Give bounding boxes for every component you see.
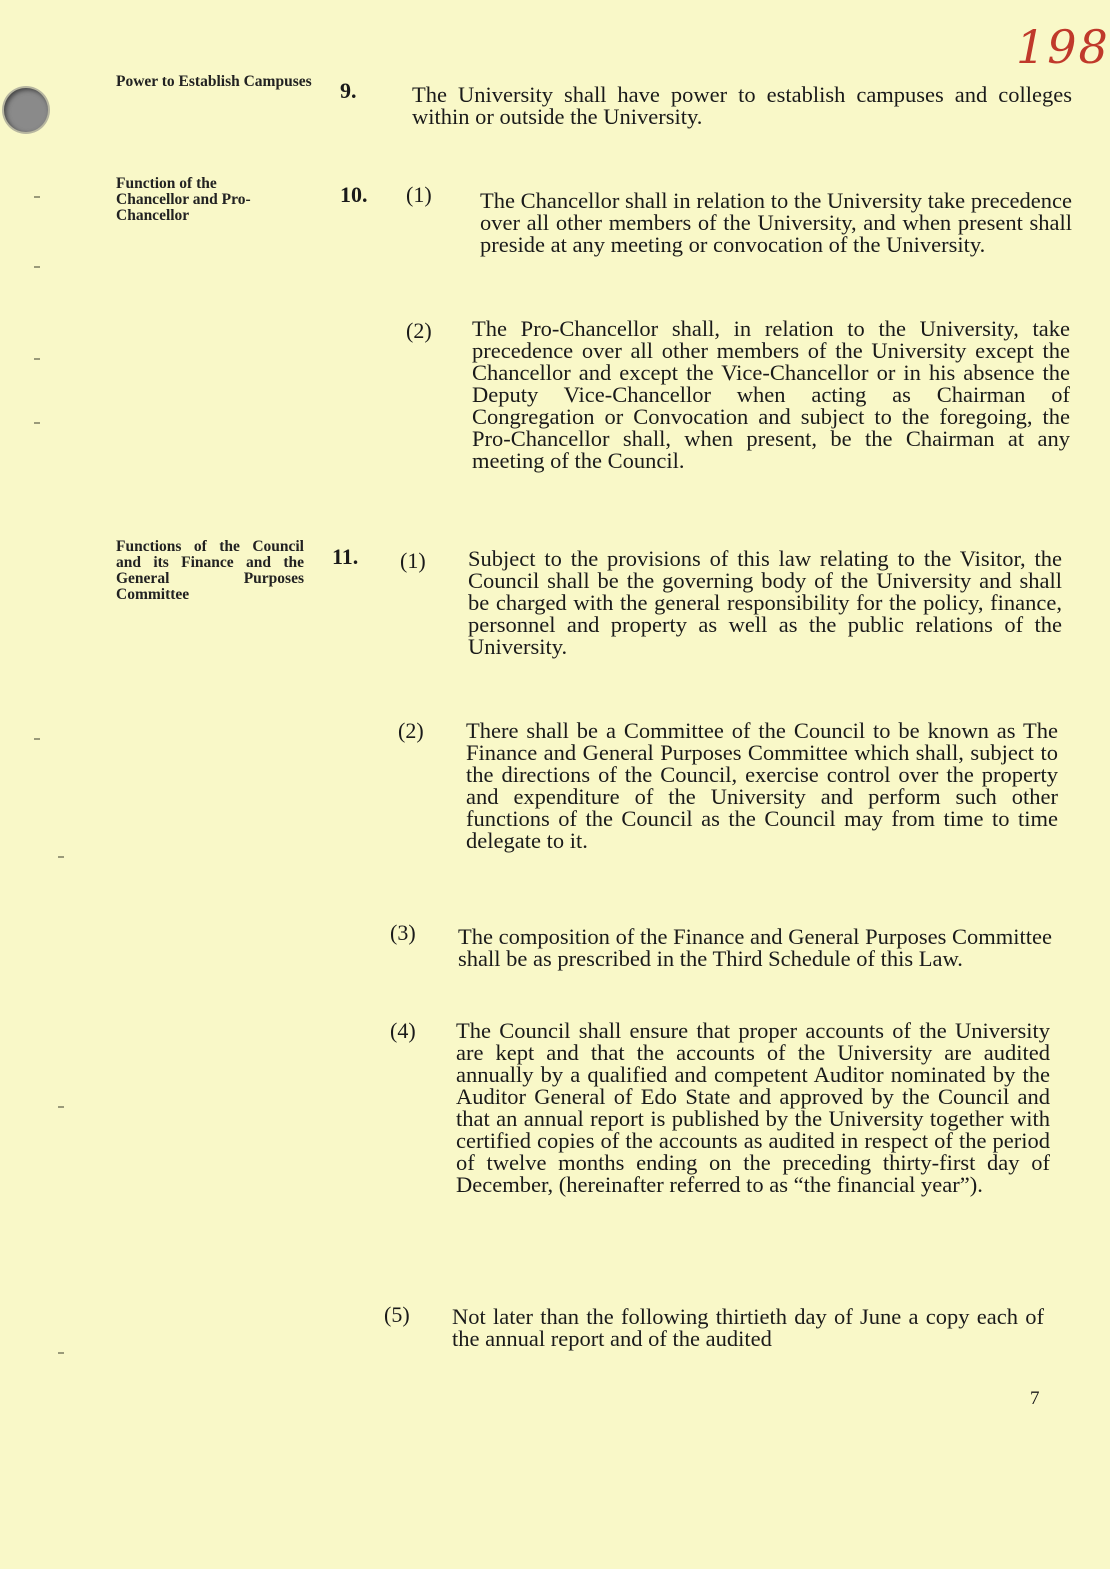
scan-mark (34, 738, 40, 740)
page-number: 7 (1030, 1388, 1040, 1409)
section-10-1-text: The Chancellor shall in relation to the University take precedence over all other members of the University, and when present shall preside at any meeting or convocation of the University. (480, 188, 1072, 257)
handwritten-page-number: 198 (1016, 20, 1110, 74)
section-number-11: 11. (332, 544, 359, 569)
section-11-2-text: There shall be a Committee of the Council to be known as The Finance and General Purposes Committee which shall, subject to the directions of the Council, exercise control over the property and expenditure of the University and perform such other functions of the Council as the Council may from time to time delegate to it. (466, 718, 1058, 853)
scan-mark (34, 358, 40, 360)
scan-mark (34, 266, 40, 268)
section-10-2-text: The Pro-Chancellor shall, in relation to the University, take precedence over all other members of the University except the Chancellor and except the Vice-Chancellor or in his absence the Deputy Vice-Chancellor when acting as Chairman of Congregation or Convocation and subject to the foregoing, the Pro-Chancellor shall, when present, be the Chairman at any meeting of the Council. (472, 316, 1070, 473)
subsection-label: (2) (398, 718, 424, 743)
scan-mark (58, 1106, 64, 1108)
subsection-label: (2) (406, 318, 432, 343)
side-heading-section-10: Function of the Chancellor and Pro-Chancellor (116, 175, 251, 224)
punch-hole (4, 88, 48, 132)
subsection-label: (4) (390, 1018, 416, 1043)
section-number-10: 10. (340, 182, 368, 207)
side-heading-section-11: Functions of the Council and its Finance and the General Purposes Committee (116, 538, 304, 603)
section-number-9: 9. (340, 78, 357, 103)
section-9-text: The University shall have power to establish campuses and colleges within or outside the University. (412, 82, 1072, 129)
scan-mark (58, 1352, 64, 1354)
scan-mark (34, 196, 40, 198)
subsection-label: (3) (390, 920, 416, 945)
section-11-1-text: Subject to the provisions of this law relating to the Visitor, the Council shall be the governing body of the University and shall be charged with the general responsibility for the policy, finance, personnel and property as well as the public relations of the University. (468, 546, 1062, 659)
subsection-label: (5) (384, 1302, 410, 1327)
subsection-label: (1) (406, 182, 432, 207)
section-11-5-text: Not later than the following thirtieth day of June a copy each of the annual report and of the audited (452, 1304, 1044, 1351)
section-11-3-text: The composition of the Finance and General Purposes Committee shall be as prescribed in the Third Schedule of this Law. (458, 924, 1052, 971)
scan-mark (58, 856, 64, 858)
scan-mark (34, 422, 40, 424)
subsection-label: (1) (400, 548, 426, 573)
side-heading-section-9: Power to Establish Campuses (116, 73, 312, 90)
section-11-4-text: The Council shall ensure that proper accounts of the University are kept and that the accounts of the University are audited annually by a qualified and competent Auditor nominated by the Auditor General of Edo State and approved by the Council and that an annual report is published by the University together with certified copies of the accounts as audited in respect of the period of twelve months ending on the preceding thirty-first day of December, (hereinafter referred to as “the financial year”). (456, 1018, 1050, 1197)
